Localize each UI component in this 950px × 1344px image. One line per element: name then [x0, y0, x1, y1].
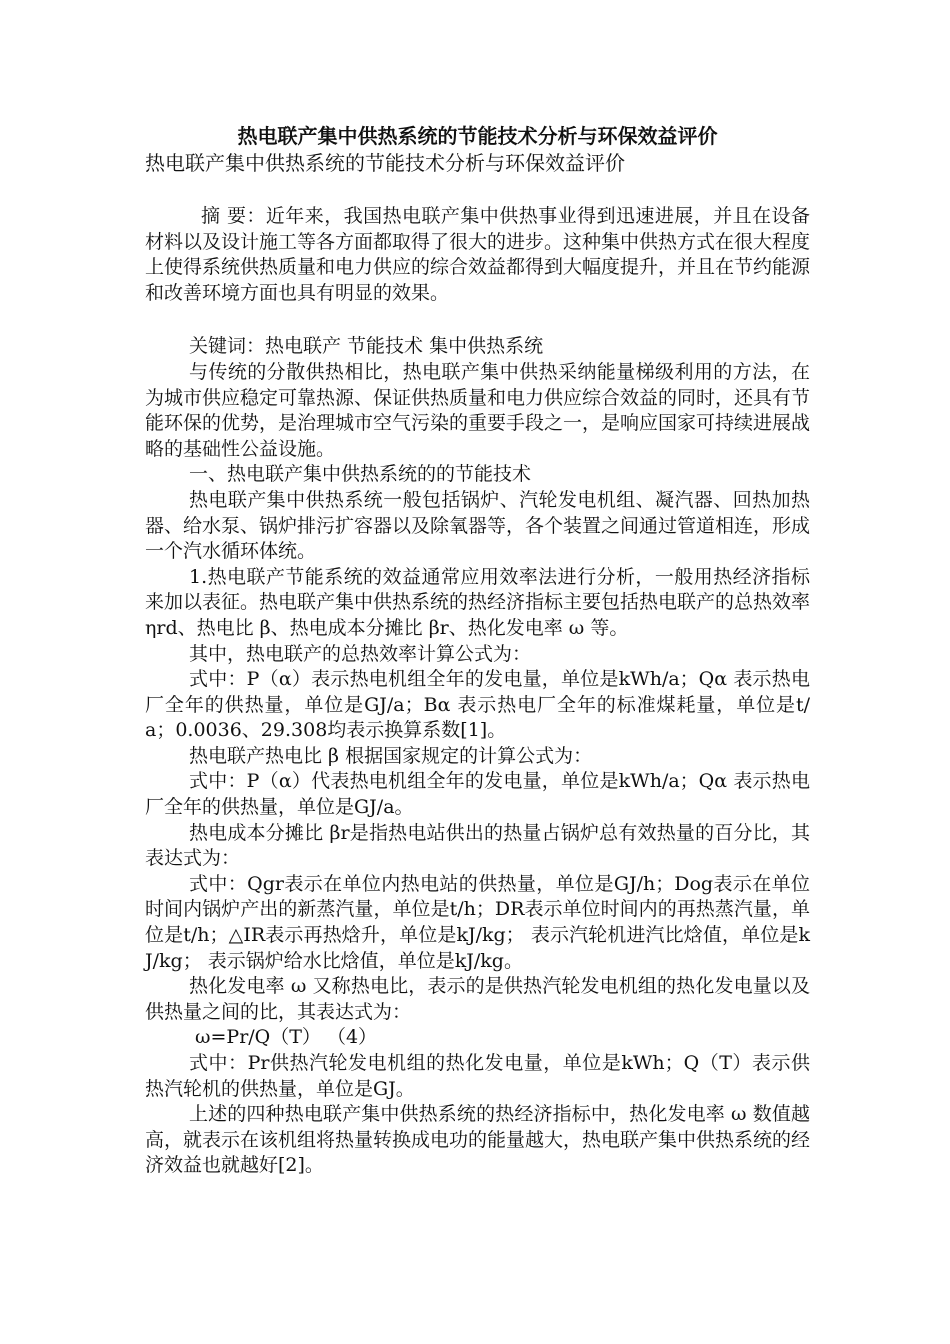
body-paragraph: 热化发电率 ω 又称热电比，表示的是供热汽轮发电机组的热化发电量以及供热量之间的比，其表达式为：	[145, 975, 810, 1023]
keywords-line: 关键词：热电联产 节能技术 集中供热系统	[189, 335, 544, 358]
spacer	[145, 306, 810, 334]
body-paragraph: 1.热电联产节能系统的效益通常应用效率法进行分析，一般用热经济指标来加以表征。热电联产集中供热系统的热经济指标主要包括热电联产的总热效率 ηrd、热电比 β、热电成本分摊比 βr、热化发电率 ω 等。	[145, 565, 811, 639]
body-paragraph: 热电联产热电比 β 根据国家规定的计算公式为：	[189, 744, 593, 767]
body-paragraph: 式中：Qgr表示在单位内热电站的供热量，单位是GJ/h；Dog表示在单位时间内锅炉产出的新蒸汽量，单位是t/h；DR表示单位时间内的再热蒸汽量，单位是t/h；△IR表示再热焓升，单位是kJ/kg； 表示汽轮机进汽比焓值，单位是kJ/kg； 表示锅炉给水比焓值，单位是kJ/kg。	[145, 872, 810, 972]
formula-line: ω=Pr/Q（T） （4）	[195, 1026, 378, 1049]
body-paragraph: 式中：P（α）表示热电机组全年的发电量，单位是kWh/a；Qα 表示热电厂全年的供热量，单位是GJ/a；Bα 表示热电厂全年的标准煤耗量，单位是t/a；0.0036、29.308均表示换算系数[1]。	[145, 668, 810, 742]
body-paragraph: 与传统的分散供热相比，热电联产集中供热采纳能量梯级利用的方法，在为城市供应稳定可靠热源、保证供热质量和电力供应综合效益的同时，还具有节能环保的优势，是治理城市空气污染的重要手段之一，是响应国家可持续进展战略的基础性公益设施。	[145, 360, 811, 460]
section-heading: 一、热电联产集中供热系统的的节能技术	[189, 463, 532, 486]
body-paragraph: 热电联产集中供热系统一般包括锅炉、汽轮发电机组、凝汽器、回热加热器、给水泵、锅炉排污扩容器以及除氧器等，各个装置之间通过管道相连，形成一个汽水循环体统。	[145, 488, 811, 563]
document-title: 热电联产集中供热系统的节能技术分析与环保效益评价	[237, 124, 718, 148]
body-paragraph: 上述的四种热电联产集中供热系统的热经济指标中，热化发电率 ω 数值越高，就表示在该机组将热量转换成电功的能量越大，热电联产集中供热系统的经济效益也就越好[2]。	[145, 1103, 811, 1177]
body-paragraph: 热电成本分摊比 βr是指热电站供出的热量占锅炉总有效热量的百分比，其表达式为：	[145, 821, 810, 870]
document-page	[145, 122, 810, 1179]
body-paragraph: 式中：P（α）代表热电机组全年的发电量，单位是kWh/a；Qα 表示热电厂全年的供热量，单位是GJ/a。	[145, 770, 810, 819]
spacer	[145, 176, 810, 204]
body-paragraph: 式中：Pr供热汽轮发电机组的热化发电量，单位是kWh；Q（T）表示供热汽轮机的供热量，单位是GJ。	[145, 1052, 810, 1100]
document-subtitle: 热电联产集中供热系统的节能技术分析与环保效益评价	[145, 151, 625, 175]
body-paragraph: 其中，热电联产的总热效率计算公式为：	[189, 642, 532, 665]
abstract-paragraph: 摘 要：近年来，我国热电联产集中供热事业得到迅速进展，并且在设备材料以及设计施工等各方面都取得了很大的进步。这种集中供热方式在很大程度上使得系统供热质量和电力供应的综合效益都得到大幅度提升，并且在节约能源和改善环境方面也具有明显的效果。	[145, 205, 811, 304]
